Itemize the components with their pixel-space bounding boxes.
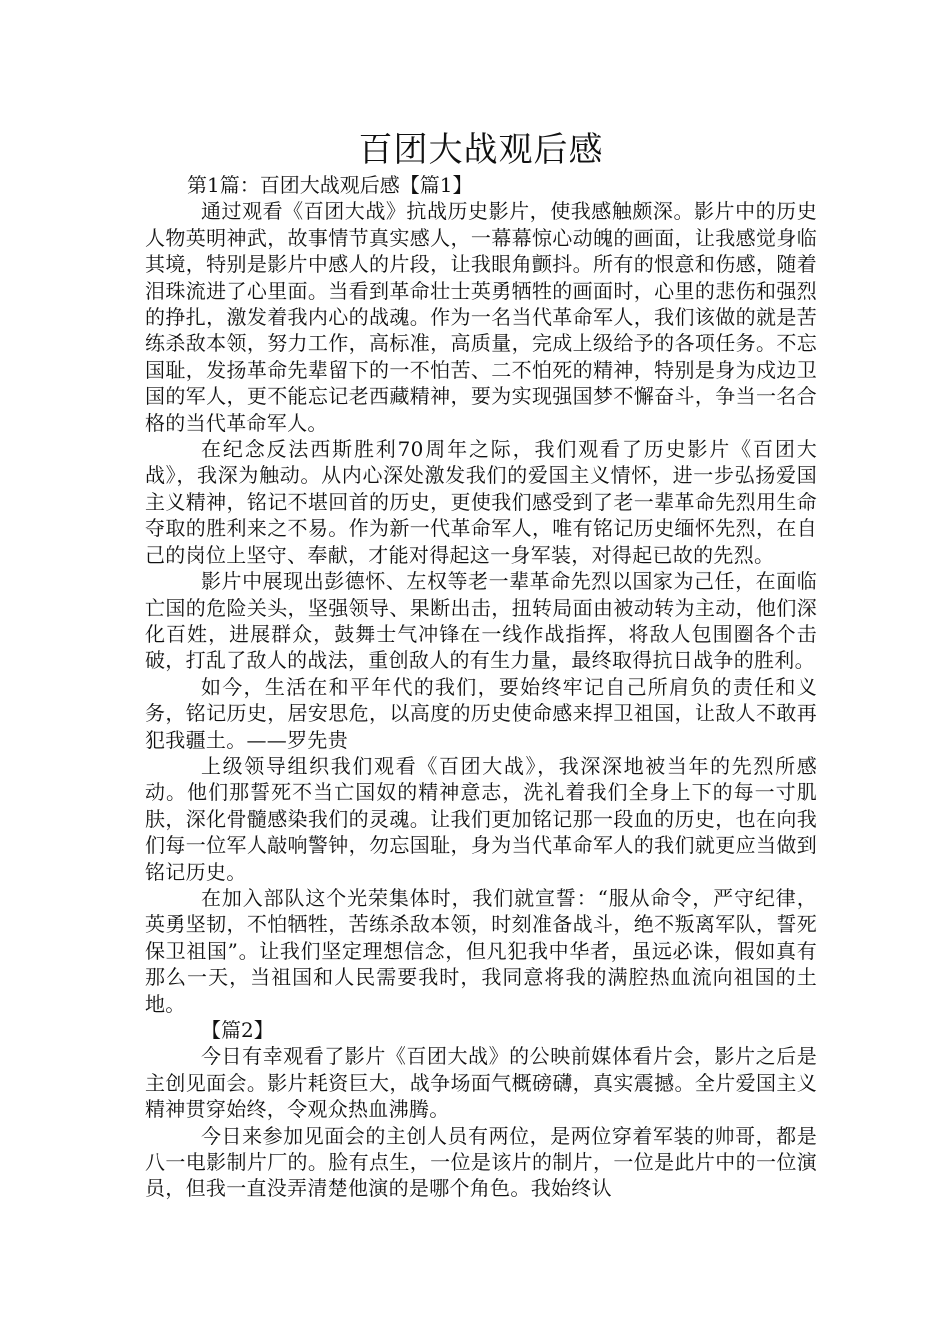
paragraph: 今日来参加见面会的主创人员有两位，是两位穿着军装的帅哥，都是八一电影制片厂的。脸有点生，一位是该片的制片，一位是此片中的一位演员，但我一直没弄清楚他演的是哪个角色。我始终认 [145, 1123, 817, 1201]
document-title: 百团大战观后感 [358, 130, 604, 170]
paragraph: 影片中展现出彭德怀、左权等老一辈革命先烈以国家为己任，在面临亡国的危险关头，坚强领导、果断出击，扭转局面由被动转为主动，他们深化百姓，进展群众，鼓舞士气冲锋在一线作战指挥，将敌人包围圈各个击破，打乱了敌人的战法，重创敌人的有生力量，最终取得抗日战争的胜利。 [145, 569, 817, 673]
document-subtitle: 第1篇：百团大战观后感【篇1】 [187, 173, 473, 197]
paragraph: 在加入部队这个光荣集体时，我们就宣誓：“服从命令，严守纪律，英勇坚韧，不怕牺牲，苦练杀敌本领，时刻准备战斗，绝不叛离军队，誓死保卫祖国”。让我们坚定理想信念，但凡犯我中华者，虽远必诛，假如真有那么一天，当祖国和人民需要我时，我同意将我的满腔热血流向祖国的土地。 [145, 885, 817, 1016]
paragraph: 如今，生活在和平年代的我们，要始终牢记自己所肩负的责任和义务，铭记历史，居安思危，以高度的历史使命感来捍卫祖国，让敌人不敢再犯我疆土。——罗先贵 [145, 674, 817, 752]
paragraph: 今日有幸观看了影片《百团大战》的公映前媒体看片会，影片之后是主创见面会。影片耗资巨大，战争场面气概磅礴，真实震撼。全片爱国主义精神贯穿始终，令观众热血沸腾。 [145, 1044, 817, 1122]
paragraph: 在纪念反法西斯胜利70周年之际，我们观看了历史影片《百团大战》，我深为触动。从内心深处激发我们的爱国主义情怀，进一步弘扬爱国主义精神，铭记不堪回首的历史，更使我们感受到了老一辈革命先烈用生命夺取的胜利来之不易。作为新一代革命军人，唯有铭记历史缅怀先烈，在自己的岗位上坚守、奉献，才能对得起这一身军装，对得起已故的先烈。 [145, 437, 817, 567]
paragraph: 上级领导组织我们观看《百团大战》，我深深地被当年的先烈所感动。他们那誓死不当亡国奴的精神意志，洗礼着我们全身上下的每一寸肌肤，深化骨髓感染我们的灵魂。让我们更加铭记那一段血的历史，也在向我们每一位军人敲响警钟，勿忘国耻，身为当代革命军人的我们就更应当做到铭记历史。 [145, 753, 817, 884]
document-page [145, 128, 817, 1202]
section-2-heading: 【篇2】 [201, 1018, 274, 1042]
paragraph: 通过观看《百团大战》抗战历史影片，使我感触颇深。影片中的历史人物英明神武，故事情节真实感人，一幕幕惊心动魄的画面，让我感觉身临其境，特别是影片中感人的片段，让我眼角颤抖。所有的恨意和伤感，随着泪珠流进了心里面。当看到革命壮士英勇牺牲的画面时，心里的悲伤和强烈的挣扎，激发着我内心的战魂。作为一名当代革命军人，我们该做的就是苦练杀敌本领，努力工作，高标准，高质量，完成上级给予的各项任务。不忘国耻，发扬革命先辈留下的一不怕苦、二不怕死的精神，特别是身为戍边卫国的军人，更不能忘记老西藏精神，要为实现强国梦不懈奋斗，争当一名合格的当代革命军人。 [145, 199, 817, 435]
